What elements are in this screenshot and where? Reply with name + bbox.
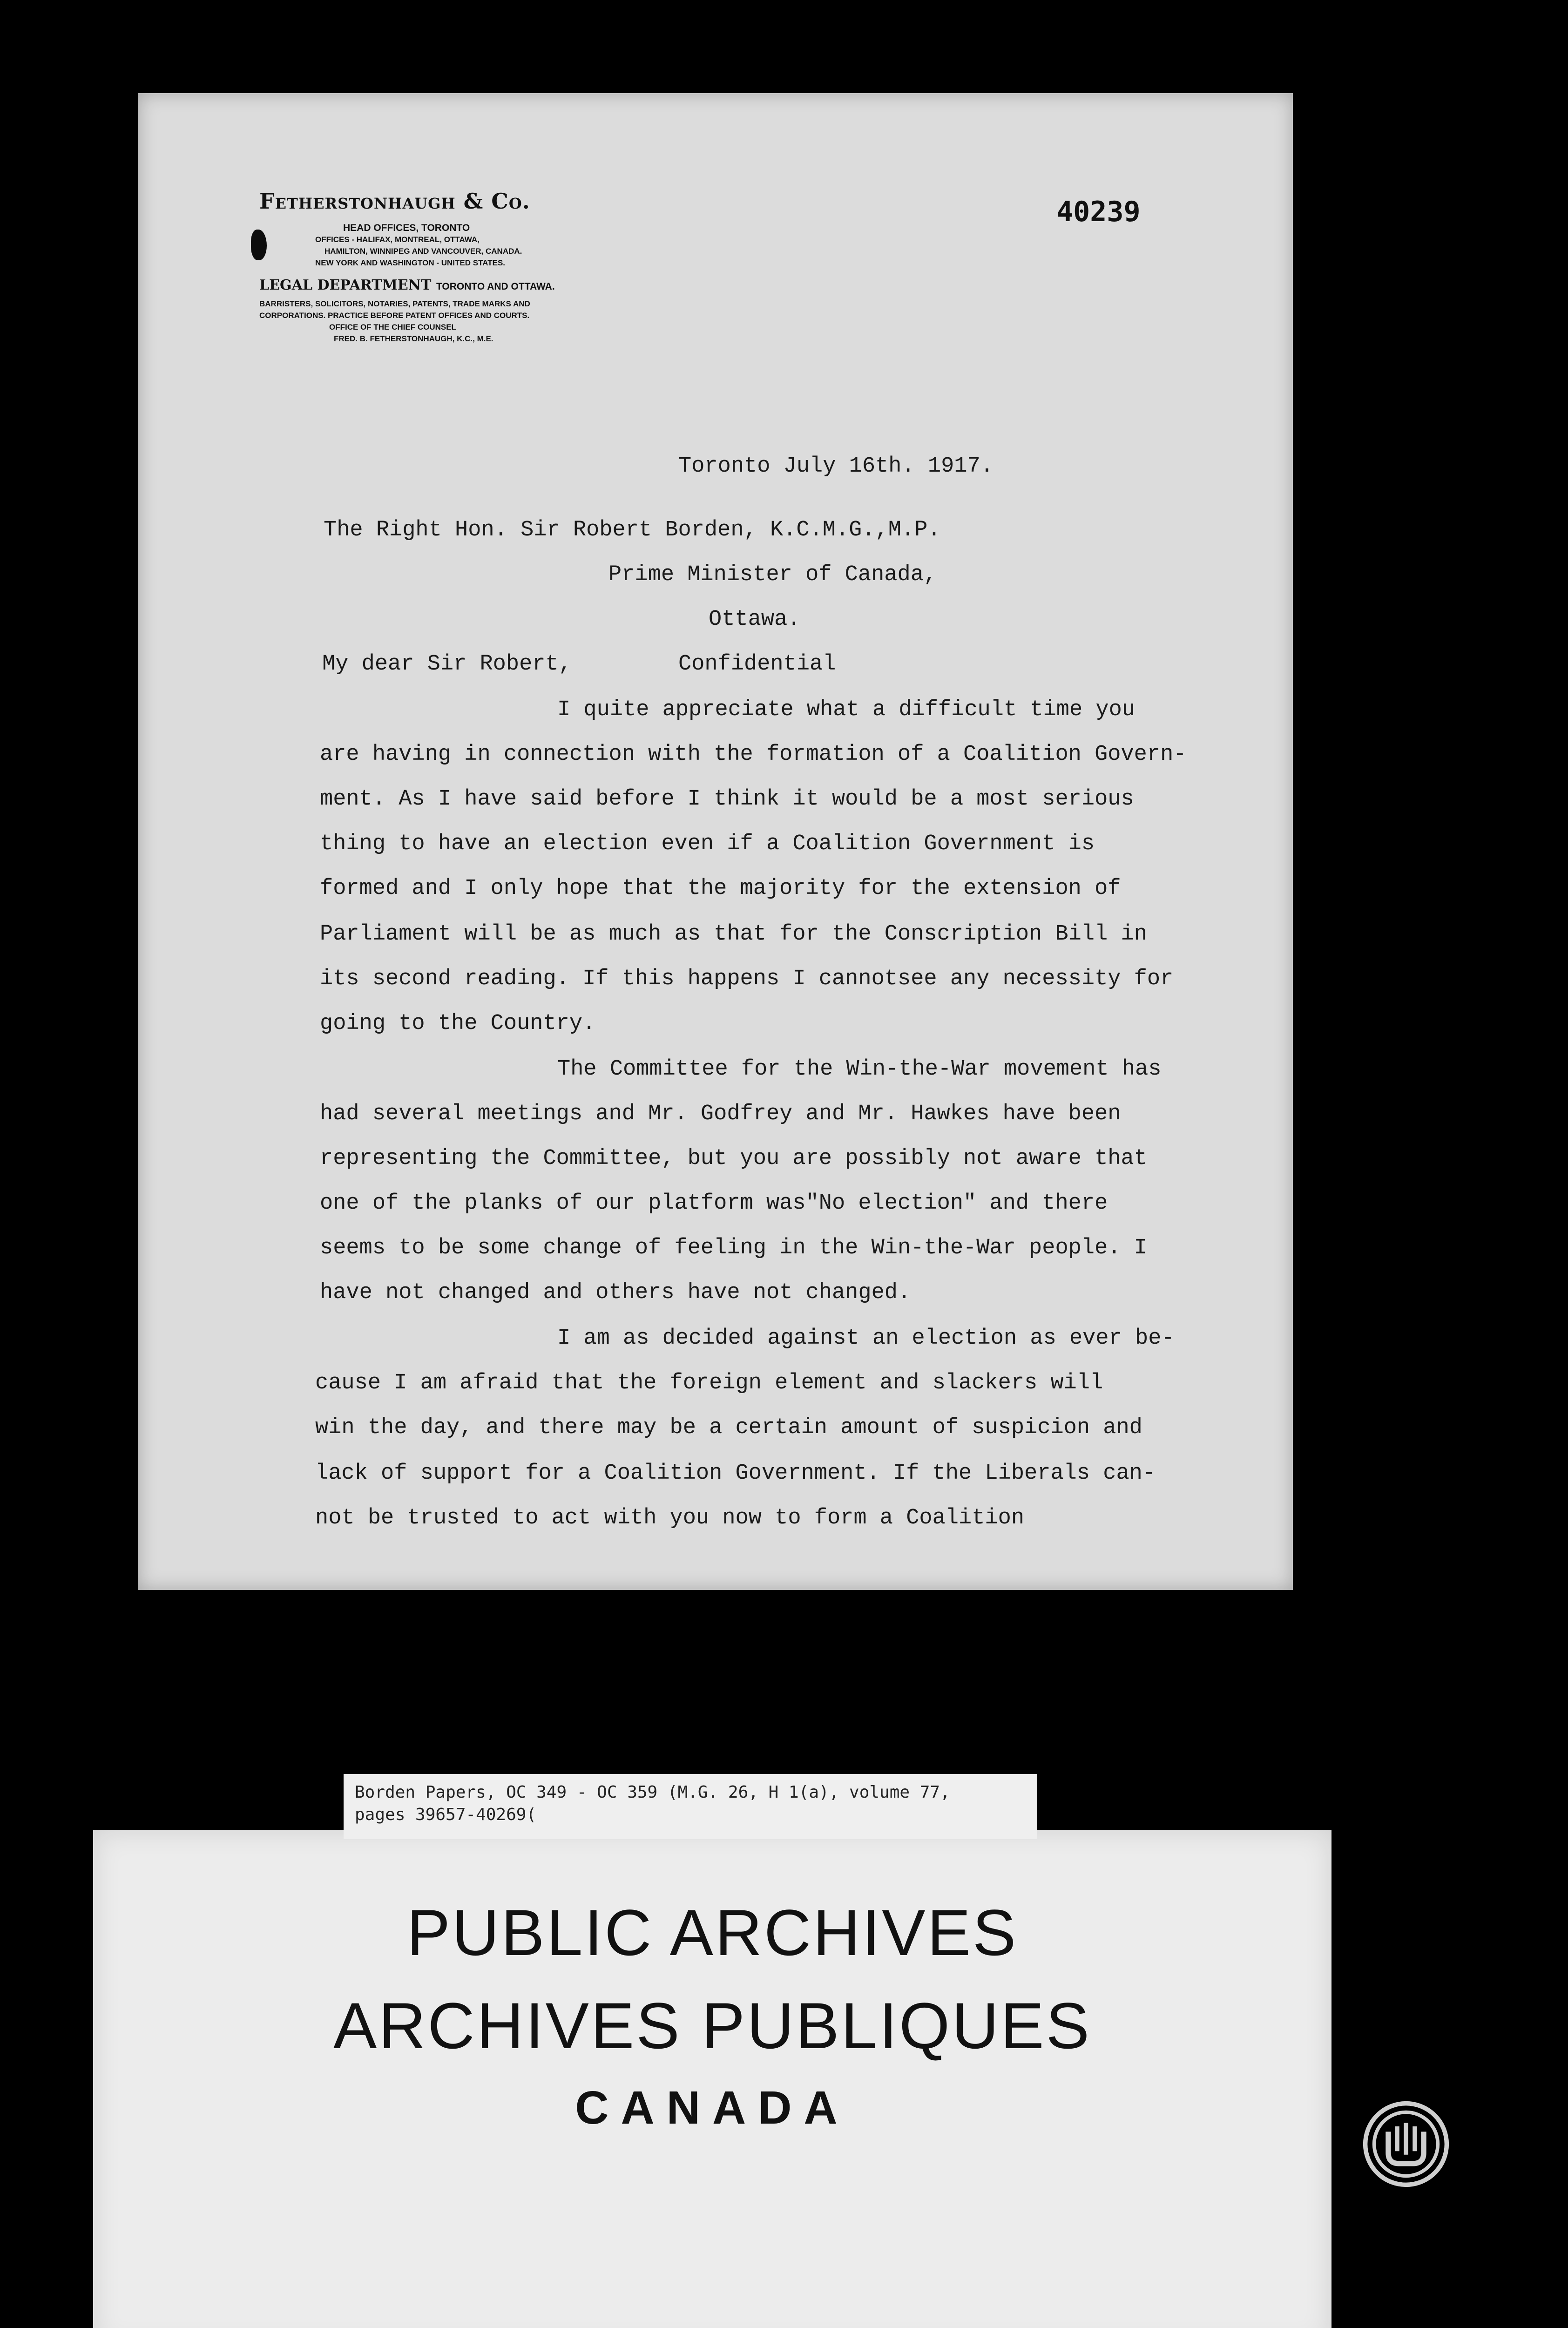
archives-seal-icon: [1362, 2100, 1450, 2188]
body-line: formed and I only hope that the majority for the extension of: [320, 876, 1121, 901]
ink-blot: [251, 230, 267, 260]
offices-line-1: OFFICES - HALIFAX, MONTREAL, OTTAWA,: [315, 235, 480, 244]
body-line: The Committee for the Win-the-War movement has: [557, 1057, 1162, 1082]
archives-card: [93, 1830, 1331, 2328]
offices-line-3: NEW YORK AND WASHINGTON - UNITED STATES.: [315, 258, 506, 267]
body-line: win the day, and there may be a certain amount of suspicion and: [315, 1415, 1142, 1440]
body-line: lack of support for a Coalition Government. If the Liberals can-: [315, 1461, 1156, 1486]
archives-title-fr: ARCHIVES PUBLIQUES: [333, 1989, 1091, 2062]
services-line-1: BARRISTERS, SOLICITORS, NOTARIES, PATENTS, TRADE MARKS AND: [259, 299, 530, 308]
citation-line-2: pages 39657-40269(: [355, 1805, 537, 1824]
archives-title-en: PUBLIC ARCHIVES: [406, 1896, 1018, 1969]
body-line: representing the Committee, but you are possibly not aware that: [320, 1146, 1147, 1171]
salutation: My dear Sir Robert,: [322, 652, 572, 677]
body-line: ment. As I have said before I think it would be a most serious: [320, 787, 1134, 812]
body-line: its second reading. If this happens I cannotsee any necessity for: [320, 967, 1174, 991]
offices-canada: CANADA.: [486, 247, 522, 256]
citation-label: [344, 1774, 1037, 1839]
company-name: Fetherstonhaugh & Co.: [259, 189, 530, 214]
body-line: I quite appreciate what a difficult time you: [557, 697, 1135, 722]
body-line: cause I am afraid that the foreign element and slackers will: [315, 1371, 1103, 1395]
place-date: Toronto July 16th. 1917.: [678, 454, 994, 479]
body-line: Parliament will be as much as that for the Conscription Bill in: [320, 922, 1147, 947]
body-line: going to the Country.: [320, 1011, 596, 1036]
document-number: 40239: [1056, 196, 1141, 228]
counsel-name: FRED. B. FETHERSTONHAUGH, K.C., M.E.: [334, 334, 493, 343]
body-line: not be trusted to act with you now to form a Coalition: [315, 1506, 1025, 1530]
archives-country: CANADA: [575, 2082, 850, 2134]
letter-page: [138, 93, 1293, 1590]
legal-locations: TORONTO AND OTTAWA.: [436, 281, 555, 292]
confidential-marking: Confidential: [678, 652, 836, 677]
legal-department: LEGAL DEPARTMENT TORONTO AND OTTAWA.: [259, 277, 555, 293]
body-line: one of the planks of our platform was"No election" and there: [320, 1191, 1108, 1216]
recipient-title: Prime Minister of Canada,: [608, 562, 937, 587]
chief-counsel: OFFICE OF THE CHIEF COUNSEL: [329, 323, 456, 332]
body-line: thing to have an election even if a Coalition Government is: [320, 832, 1095, 856]
letterhead: [259, 189, 809, 345]
services-line-2: CORPORATIONS. PRACTICE BEFORE PATENT OFFICES AND COURTS.: [259, 311, 530, 320]
body-line: seems to be some change of feeling in the Win-the-War people. I: [320, 1236, 1147, 1260]
body-line: are having in connection with the formation of a Coalition Govern-: [320, 742, 1187, 767]
recipient-name: The Right Hon. Sir Robert Borden, K.C.M.G.,M.P.: [324, 518, 941, 542]
body-line: I am as decided against an election as ever be-: [557, 1326, 1175, 1351]
body-line: have not changed and others have not changed.: [320, 1280, 911, 1305]
body-line: had several meetings and Mr. Godfrey and Mr. Hawkes have been: [320, 1102, 1121, 1126]
recipient-city: Ottawa.: [709, 607, 801, 632]
offices-line-2: HAMILTON, WINNIPEG AND VANCOUVER, CANADA.: [324, 247, 522, 256]
head-offices: HEAD OFFICES, TORONTO: [343, 223, 470, 233]
citation-line-1: Borden Papers, OC 349 - OC 359 (M.G. 26, H 1(a), volume 77,: [355, 1783, 950, 1802]
